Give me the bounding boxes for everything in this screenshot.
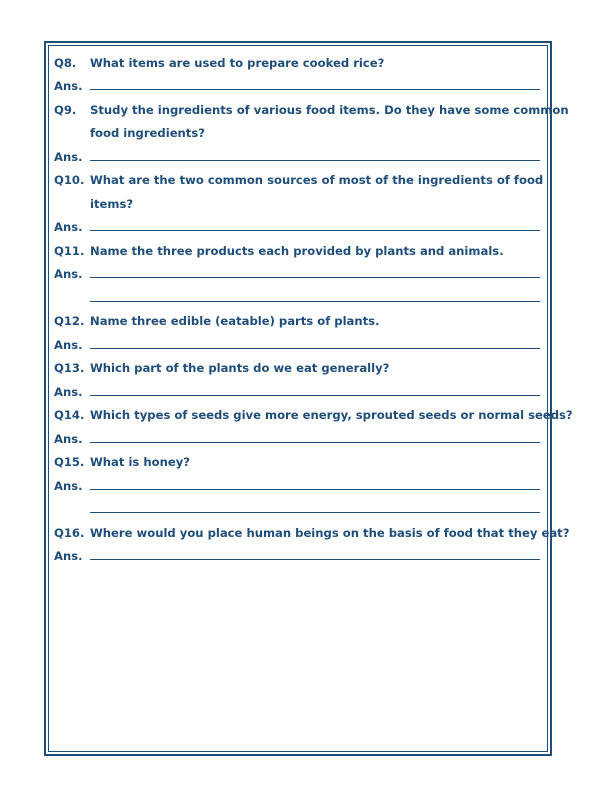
answer-row-q15[interactable]	[54, 469, 540, 493]
answer-row-q15-extra[interactable]	[54, 493, 540, 517]
answer-label: Ans.	[54, 267, 83, 281]
answer-row-q11-extra[interactable]	[54, 281, 540, 305]
question-number: Q13.	[54, 361, 85, 375]
answer-row-q11[interactable]	[54, 258, 540, 282]
answer-label: Ans.	[54, 149, 83, 164]
question-number: Q15.	[54, 455, 85, 469]
answer-line[interactable]	[90, 229, 540, 231]
answer-line[interactable]	[90, 558, 540, 560]
question-text: Which part of the plants do we eat generally?	[90, 361, 390, 375]
question-q12	[54, 305, 540, 329]
question-number: Q16.	[54, 525, 85, 540]
question-number: Q12.	[54, 314, 85, 328]
question-q11	[54, 234, 540, 258]
answer-row-q16[interactable]	[54, 540, 540, 564]
question-q14	[54, 399, 573, 423]
answer-line[interactable]	[90, 394, 540, 396]
question-q16	[54, 516, 570, 540]
answer-row-q13[interactable]	[54, 375, 540, 399]
answer-line[interactable]	[90, 441, 540, 443]
answer-line[interactable]	[90, 347, 540, 349]
answer-label: Ans.	[54, 79, 83, 93]
question-number: Q10.	[54, 173, 85, 187]
question-text: Name three edible (eatable) parts of plants.	[90, 314, 380, 328]
question-number: Q11.	[54, 243, 85, 258]
question-text: Study the ingredients of various food items. Do they have some common	[90, 102, 569, 117]
question-text: items?	[90, 196, 134, 211]
answer-line[interactable]	[90, 88, 540, 90]
question-text: Which types of seeds give more energy, sprouted seeds or normal seeds?	[90, 408, 573, 422]
answer-row-q8[interactable]	[54, 70, 540, 94]
answer-line[interactable]	[90, 511, 540, 513]
question-text: Where would you place human beings on the basis of food that they eat?	[90, 525, 570, 540]
answer-label: Ans.	[54, 478, 83, 493]
question-number: Q14.	[54, 408, 85, 422]
question-number: Q9.	[54, 102, 77, 117]
question-q15	[54, 446, 540, 470]
question-q10-cont	[54, 187, 540, 211]
answer-label: Ans.	[54, 549, 83, 563]
answer-row-q14[interactable]	[54, 422, 540, 446]
question-text: Name the three products each provided by plants and animals.	[90, 243, 504, 258]
question-q13	[54, 352, 540, 376]
question-q9-cont	[54, 117, 540, 141]
answer-line[interactable]	[90, 300, 540, 302]
question-number: Q8.	[54, 55, 77, 70]
question-text: What items are used to prepare cooked rice?	[90, 55, 385, 70]
question-q8	[54, 46, 540, 70]
answer-row-q9[interactable]	[54, 140, 540, 164]
question-text: food ingredients?	[90, 126, 205, 140]
question-text: What is honey?	[90, 455, 190, 469]
question-q9	[54, 93, 569, 117]
question-text: What are the two common sources of most of the ingredients of food	[90, 173, 544, 187]
answer-label: Ans.	[54, 431, 83, 446]
question-q10	[54, 164, 544, 188]
answer-line[interactable]	[90, 276, 540, 278]
question-list	[54, 46, 573, 563]
answer-label: Ans.	[54, 337, 83, 352]
answer-row-q12[interactable]	[54, 328, 540, 352]
answer-line[interactable]	[90, 159, 540, 161]
answer-row-q10[interactable]	[54, 211, 540, 235]
answer-label: Ans.	[54, 220, 83, 234]
answer-line[interactable]	[90, 488, 540, 490]
answer-label: Ans.	[54, 384, 83, 399]
